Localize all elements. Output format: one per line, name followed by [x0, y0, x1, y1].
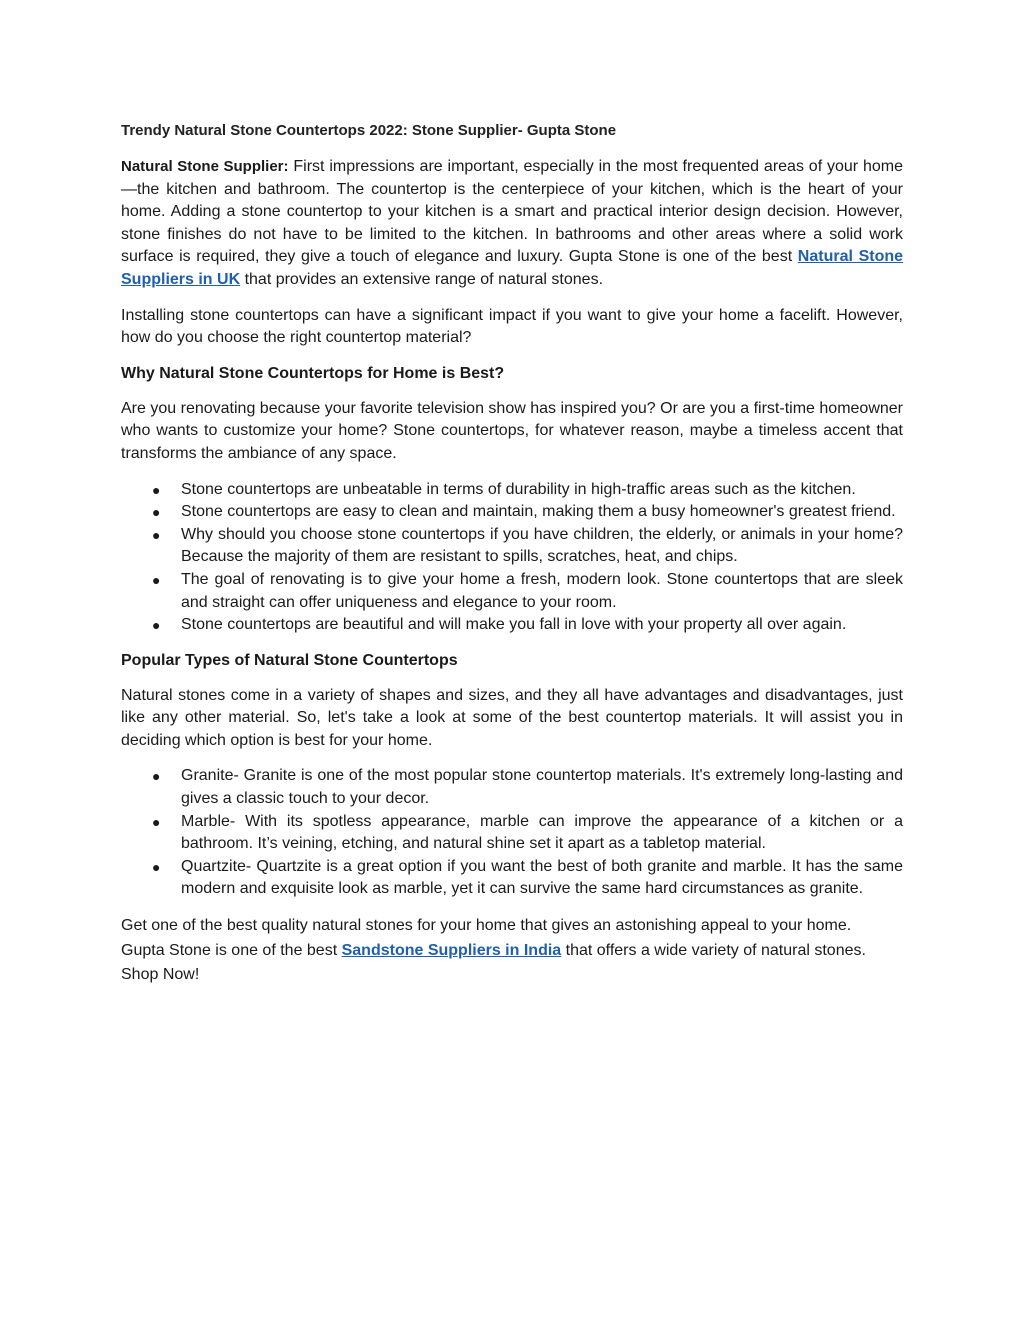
sandstone-suppliers-india-link[interactable]: Sandstone Suppliers in India	[341, 941, 562, 959]
bullet-icon: ●	[152, 571, 161, 588]
intro-text: First impressions are important, especially in the most frequented areas of your home—the kitchen and bathroom. The countertop is the centerpiece of your kitchen, which is the heart of your home. Adding a stone countertop to your kitchen is a smart and practical interior design decision. However, stone finishes do not have to be limited to the kitchen. In bathrooms and other areas where a solid work surface is required, they give a touch of elegance and luxury. Gupta Stone is one of the best	[121, 158, 904, 266]
closing-paragraph	[121, 914, 903, 988]
natural-stone-suppliers-uk-link[interactable]: Natural Stone Suppliers in UK	[121, 248, 904, 288]
closing-line-1: Get one of the best quality natural stones for your home that gives an astonishing appeal to your home.	[121, 917, 852, 935]
list-item	[152, 479, 903, 502]
bullet-icon: ●	[152, 617, 161, 634]
intro-text-end: that provides an extensive range of natural stones.	[240, 270, 604, 288]
section-types-paragraph: Natural stones come in a variety of shapes and sizes, and they all have advantages and disadvantages, just like any other material. So, let's take a look at some of the best countertop materials. It will assist you in deciding which option is best for your home.	[121, 686, 903, 749]
bullet-icon: ●	[152, 526, 161, 543]
closing-line-2	[121, 939, 903, 964]
list-item	[152, 614, 903, 637]
closing-line-2-end: that offers a wide variety of natural stones.	[561, 941, 866, 959]
list-item-text: Stone countertops are easy to clean and maintain, making them a busy homeowner's greatest friend.	[181, 503, 896, 521]
list-item	[152, 569, 903, 614]
section-why-paragraph: Are you renovating because your favorite television show has inspired you? Or are you a first-time homeowner who wants to customize your home? Stone countertops, for whatever reason, maybe a timeless accent that transforms the ambiance of any space.	[121, 399, 903, 462]
list-item-text: Granite- Granite is one of the most popular stone countertop materials. It's extremely long-lasting and gives a classic touch to your decor.	[181, 767, 903, 808]
bullet-icon: ●	[152, 481, 161, 498]
stone-types-list	[121, 765, 903, 901]
list-item-text: Stone countertops are beautiful and will make you fall in love with your property all over again.	[181, 616, 847, 634]
facelift-paragraph: Installing stone countertops can have a significant impact if you want to give your home a facelift. However, how do you choose the right countertop material?	[121, 306, 903, 347]
page-title: Trendy Natural Stone Countertops 2022: Stone Supplier- Gupta Stone	[121, 122, 617, 139]
bullet-icon: ●	[152, 504, 161, 521]
list-item-text: The goal of renovating is to give your home a fresh, modern look. Stone countertops that are sleek and straight can offer uniqueness and elegance to your room.	[181, 570, 903, 611]
list-item	[152, 811, 903, 856]
list-item-text: Stone countertops are unbeatable in terms of durability in high-traffic areas such as the kitchen.	[181, 480, 856, 498]
list-item	[152, 501, 903, 524]
list-item-text: Marble- With its spotless appearance, marble can improve the appearance of a kitchen or a bathroom. It’s veining, etching, and natural shine set it apart as a tabletop material.	[181, 812, 903, 853]
bullet-icon: ●	[152, 858, 161, 875]
list-item-text: Why should you choose stone countertops if you have children, the elderly, or animals in your home? Because the majority of them are resistant to spills, scratches, heat, and chips.	[181, 525, 903, 566]
document-page	[121, 120, 903, 988]
benefits-list	[121, 479, 903, 637]
closing-line-2-text: Gupta Stone is one of the best	[121, 941, 342, 959]
intro-label: Natural Stone Supplier:	[121, 158, 289, 175]
intro-paragraph	[121, 156, 903, 292]
list-item	[152, 765, 903, 810]
list-item-text: Quartzite- Quartzite is a great option if you want the best of both granite and marble. It has the same modern and exquisite look as marble, yet it can survive the same hard circumstances as granite.	[181, 857, 903, 898]
bullet-icon: ●	[152, 768, 161, 785]
bullet-icon: ●	[152, 813, 161, 830]
list-item	[152, 524, 903, 569]
shop-now-text: Shop Now!	[121, 966, 200, 984]
section-heading-why: Why Natural Stone Countertops for Home is Best?	[121, 364, 505, 382]
section-heading-types: Popular Types of Natural Stone Countertops	[121, 651, 458, 669]
list-item	[152, 856, 903, 901]
